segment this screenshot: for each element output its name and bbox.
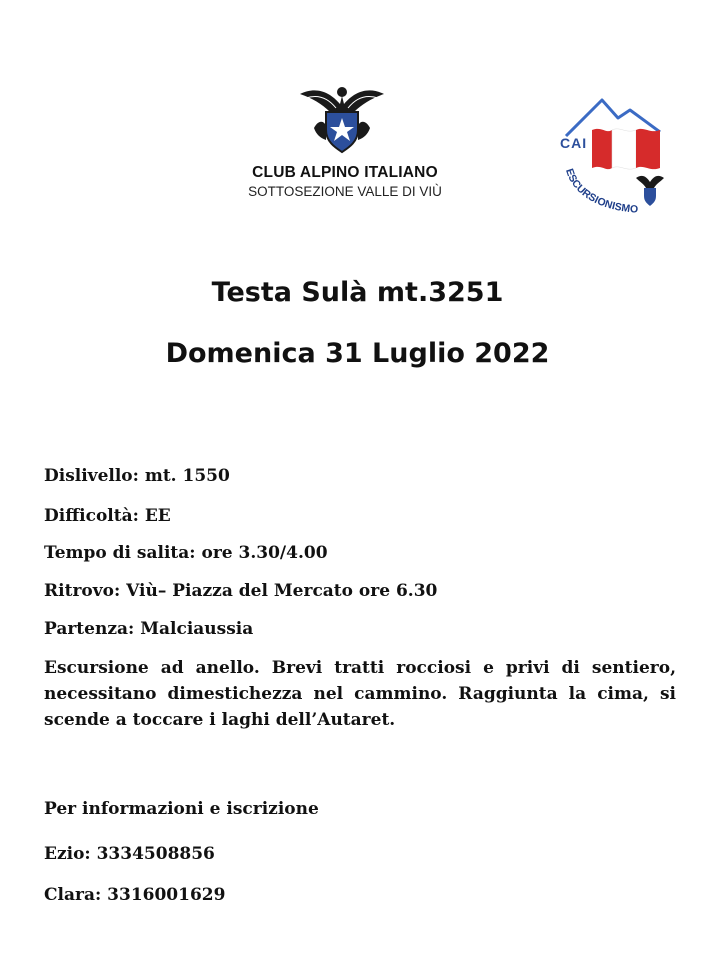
event-date: Domenica 31 Luglio 2022 — [165, 338, 550, 369]
contact-ezio: Ezio: 3334508856 — [44, 844, 215, 864]
contacts-heading: Per informazioni e iscrizione — [44, 799, 319, 819]
difficulty: Difficoltà: EE — [44, 506, 171, 526]
club-subsection: SOTTOSEZIONE VALLE DI VIÙ — [248, 184, 442, 199]
event-title: Testa Sulà mt.3251 — [211, 277, 504, 308]
cai-eagle-logo — [296, 80, 388, 155]
meeting-point: Ritrovo: Viù– Piazza del Mercato ore 6.30 — [44, 581, 438, 601]
escursionismo-badge-text: ESCURSIONISMO — [563, 167, 639, 216]
cai-badge-text: CAI — [560, 135, 588, 151]
elevation-gain: Dislivello: mt. 1550 — [44, 466, 230, 486]
ascent-time: Tempo di salita: ore 3.30/4.00 — [44, 543, 328, 563]
club-name: CLUB ALPINO ITALIANO — [252, 164, 438, 181]
starting-point: Partenza: Malciaussia — [44, 619, 254, 639]
hike-description: Escursione ad anello. Brevi tratti rocciosi e privi di sentiero, necessitano dimestichezza nel cammino. Raggiunta la cima, si scende a toccare i laghi dell’Autaret. — [44, 658, 676, 730]
cai-escursionismo-logo — [556, 96, 676, 220]
contact-clara: Clara: 3316001629 — [44, 885, 226, 905]
